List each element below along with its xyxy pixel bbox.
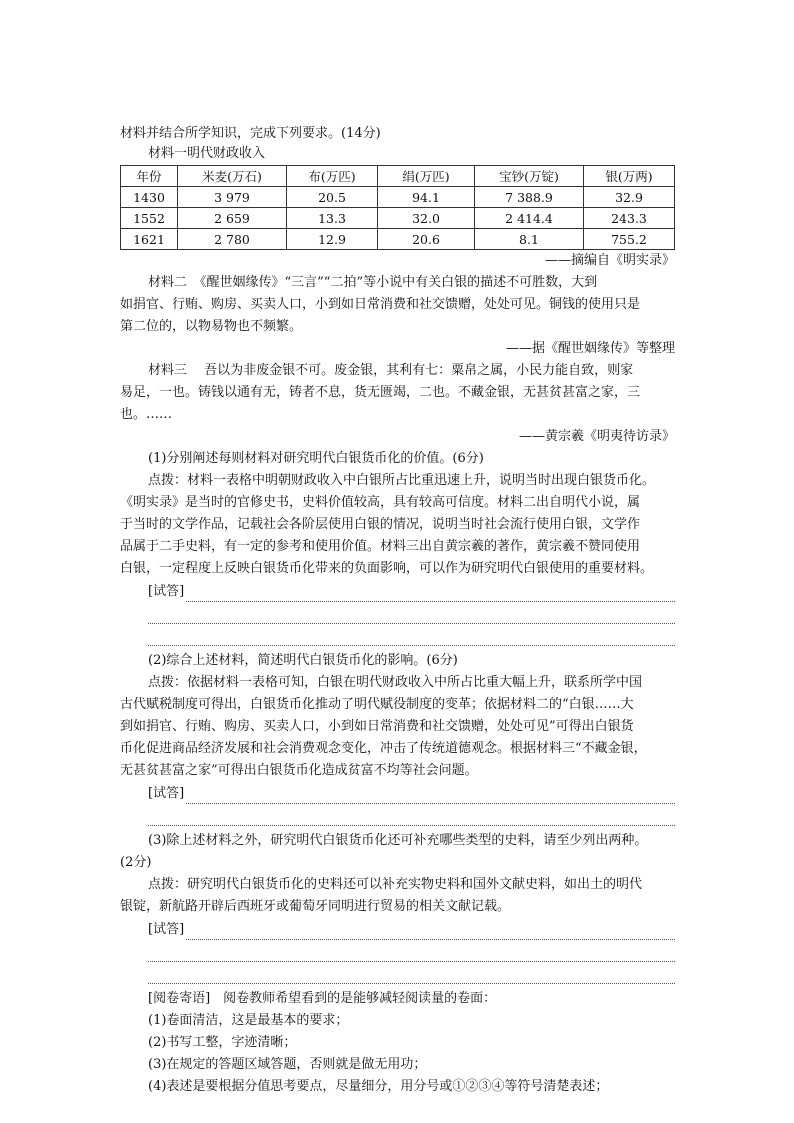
hint-line: 无甚贫甚富之家”可得出白银货币化造成贫富不均等社会问题。 xyxy=(120,763,478,778)
question-1: (1)分别阐述每则材料对研究明代白银货币化的价值。(6分) xyxy=(148,451,484,466)
table-cell: 20.5 xyxy=(287,187,378,208)
table-header-cell: 布(万匹) xyxy=(287,166,378,187)
answer-label: [试答] xyxy=(148,922,185,937)
answer-line[interactable] xyxy=(148,962,675,984)
answer-line[interactable] xyxy=(186,789,675,804)
material1-source: ——摘编自《明实录》 xyxy=(544,253,675,268)
hint-line: 银锭，新航路开辟后西班牙或葡萄牙同明进行贸易的相关文献记载。 xyxy=(120,899,511,914)
hint-line: 古代赋税制度可得出，白银货币化推动了明代赋役制度的变革；依据材料二的“白银……大 xyxy=(120,697,634,712)
table-cell: 32.0 xyxy=(378,208,475,229)
answer-label: [试答] xyxy=(148,584,185,599)
exam-page xyxy=(120,124,675,1098)
table-header-cell: 米麦(万石) xyxy=(178,166,287,187)
text-line: 材料三 吾以为非废金银不可。废金银，其利有七：粟帛之属，小民力能自致，则家 xyxy=(148,363,634,378)
question-1-hint xyxy=(120,470,675,580)
table-cell: 12.9 xyxy=(287,229,378,250)
grading-tips xyxy=(120,988,675,1098)
tip-item: (3)在规定的答题区域答题，否则就是做无用功； xyxy=(148,1057,427,1072)
table-cell: 243.3 xyxy=(584,208,675,229)
answer-label: [试答] xyxy=(148,786,185,801)
table-row xyxy=(121,208,675,229)
hint-line: 到如捐官、行贿、购房、买卖人口，小到如日常消费和社交馈赠，处处可见”可得出白银货 xyxy=(120,719,634,734)
intro-text: 材料并结合所学知识，完成下列要求。(14分) xyxy=(120,126,381,141)
question-3-hint xyxy=(120,874,675,918)
hint-line: 点拨：材料一表格中明朝财政收入中白银所占比重迅速上升，说明当时出现白银货币化。 xyxy=(148,473,656,488)
table-cell: 20.6 xyxy=(378,229,475,250)
text-line: 易足，一也。铸钱以通有无，铸者不息，货无匮竭，二也。不藏金银，无甚贫甚富之家，三 xyxy=(120,385,641,400)
hint-line: 品属于二手史料，有一定的参考和使用价值。材料三出自黄宗羲的著作，黄宗羲不赞同使用 xyxy=(120,539,641,554)
table-row xyxy=(121,187,675,208)
table-header-cell: 银(万两) xyxy=(584,166,675,187)
tip-item: (1)卷面清洁，这是最基本的要求； xyxy=(148,1013,349,1028)
answer-area-3[interactable] xyxy=(120,918,675,940)
material1-title: 材料一明代财政收入 xyxy=(148,146,266,161)
tip-item: (2)书写工整，字迹清晰； xyxy=(148,1035,297,1050)
table-cell: 2 659 xyxy=(178,208,287,229)
table-header-cell: 宝钞(万锭) xyxy=(475,166,584,187)
material3-text xyxy=(120,360,675,426)
table-cell: 13.3 xyxy=(287,208,378,229)
material3-source: ——黄宗羲《明夷待访录》 xyxy=(518,429,675,444)
table-cell: 8.1 xyxy=(475,229,584,250)
table-cell: 2 780 xyxy=(178,229,287,250)
answer-line[interactable] xyxy=(148,624,675,646)
table-cell: 94.1 xyxy=(378,187,475,208)
revenue-table xyxy=(120,165,675,250)
table-cell: 2 414.4 xyxy=(475,208,584,229)
answer-line[interactable] xyxy=(186,587,675,602)
text-line: 第二位的，以物易物也不频繁。 xyxy=(120,319,303,334)
answer-area-1[interactable] xyxy=(120,580,675,602)
hint-line: 《明实录》是当时的官修史书，史料价值较高，具有较高可信度。材料二出自明代小说，属 xyxy=(120,495,641,510)
answer-line[interactable] xyxy=(148,804,675,826)
table-header-cell: 年份 xyxy=(121,166,178,187)
text-line: 材料二 《醒世姻缘传》“三言”“二拍”等小说中有关白银的描述不可胜数，大到 xyxy=(148,275,598,290)
hint-line: 点拨：研究明代白银货币化的史料还可以补充实物史料和国外文献史料，如出土的明代 xyxy=(148,877,643,892)
table-header-row xyxy=(121,166,675,187)
material2-text xyxy=(120,272,675,338)
hint-line: 币化促进商品经济发展和社会消费观念变化，冲击了传统道德观念。根据材料三“不藏金银， xyxy=(120,741,647,756)
hint-line: 白银，一定程度上反映白银货币化带来的负面影响，可以作为研究明代白银使用的重要材料。 xyxy=(120,561,654,576)
question-2-hint xyxy=(120,672,675,782)
question-3: (3)除上述材料之外，研究明代白银货币化还可补充哪些类型的史料，请至少列出两种。 xyxy=(148,833,648,848)
table-row xyxy=(121,229,675,250)
table-cell: 1621 xyxy=(121,229,178,250)
tip-item: (4)表述是要根据分值思考要点，尽量细分，用分号或①②③④等符号清楚表述； xyxy=(148,1079,609,1094)
table-cell: 3 979 xyxy=(178,187,287,208)
hint-line: 于当时的文学作品，记载社会各阶层使用白银的情况，说明当时社会流行使用白银，文学作 xyxy=(120,517,641,532)
answer-area-2[interactable] xyxy=(120,782,675,804)
table-cell: 32.9 xyxy=(584,187,675,208)
table-cell: 7 388.9 xyxy=(475,187,584,208)
material2-source: ——据《醒世姻缘传》等整理 xyxy=(505,341,675,356)
hint-line: 点拨：依据材料一表格可知，白银在明代财政收入中所占比重大幅上升，联系所学中国 xyxy=(148,675,643,690)
table-cell: 1430 xyxy=(121,187,178,208)
answer-line[interactable] xyxy=(148,602,675,624)
tips-heading: [阅卷寄语] 阅卷教师希望看到的是能够减轻阅读量的卷面： xyxy=(148,991,497,1006)
table-header-cell: 绢(万匹) xyxy=(378,166,475,187)
answer-line[interactable] xyxy=(148,940,675,962)
answer-line[interactable] xyxy=(186,925,675,940)
table-cell: 1552 xyxy=(121,208,178,229)
table-cell: 755.2 xyxy=(584,229,675,250)
question-3-score: (2分) xyxy=(120,855,152,870)
text-line: 也。…… xyxy=(120,407,173,422)
text-line: 如捐官、行贿、购房、买卖人口，小到如日常消费和社交馈赠，处处可见。铜钱的使用只是 xyxy=(120,297,641,312)
question-2: (2)综合上述材料，简述明代白银货币化的影响。(6分) xyxy=(148,653,458,668)
